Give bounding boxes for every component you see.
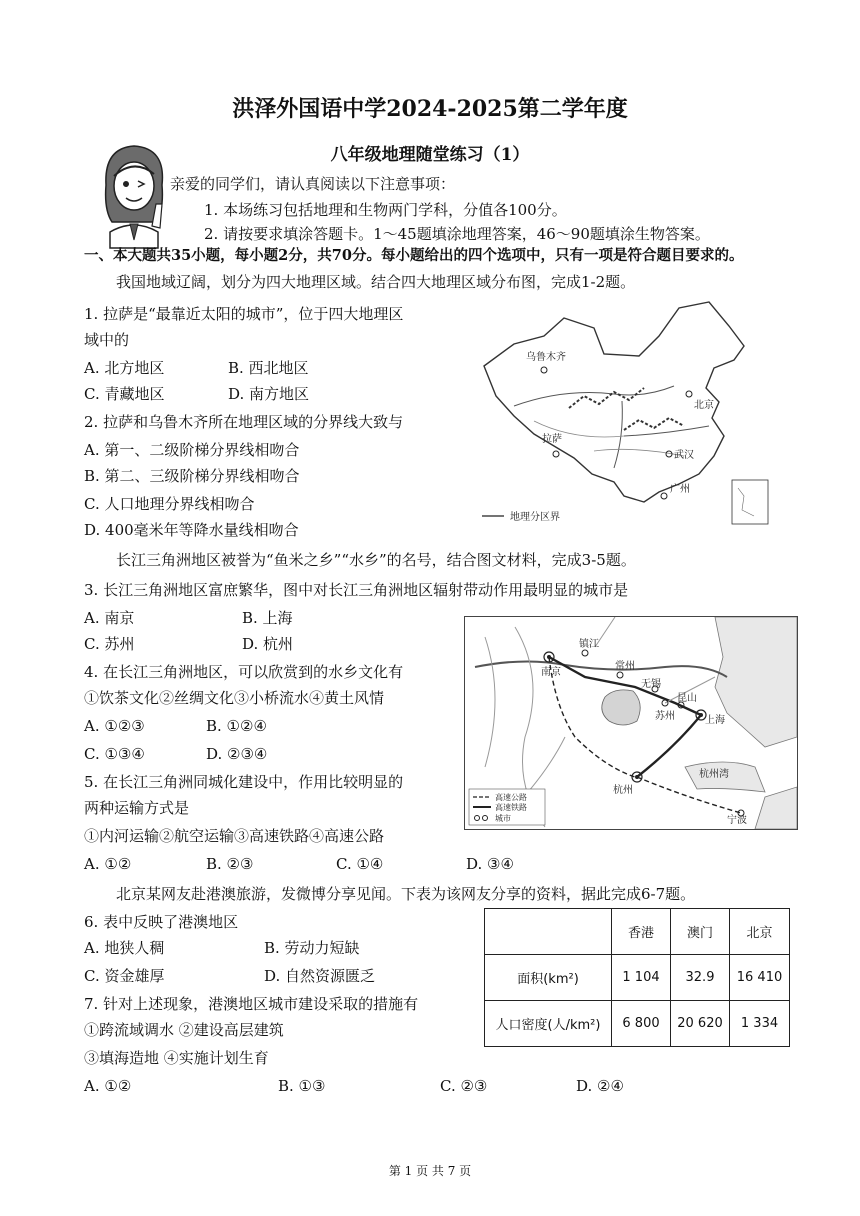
q1-stem-line1: 1. 拉萨是“最靠近太阳的城市”，位于四大地理区	[84, 305, 404, 323]
q5-items: ①内河运输②航空运输③高速铁路④高速公路	[84, 827, 385, 845]
q7-option-b: B. ①③	[278, 1077, 326, 1095]
q3-option-a: A. 南京	[84, 609, 135, 627]
map-city-urumqi: 乌鲁木齐	[526, 352, 566, 363]
delta-city-zhenjiang: 镇江	[579, 639, 599, 650]
q7-option-d: D. ②④	[576, 1077, 624, 1095]
q4-option-c: C. ①③④	[84, 745, 145, 763]
q5-option-b: B. ②③	[206, 855, 254, 873]
table-cell: 20 620	[671, 1001, 730, 1047]
q7-option-c: C. ②③	[440, 1077, 488, 1095]
delta-legend-city: 城市	[495, 814, 511, 823]
q6-option-d: D. 自然资源匮乏	[264, 967, 376, 985]
q3-option-d: D. 杭州	[242, 635, 294, 653]
q1-option-c: C. 青藏地区	[84, 385, 165, 403]
q3-option-b: B. 上海	[242, 609, 293, 627]
delta-city-shanghai: 上海	[705, 715, 725, 726]
q7-items-1: ①跨流域调水 ②建设高层建筑	[84, 1021, 284, 1039]
table-cell: 16 410	[730, 955, 790, 1001]
map-city-lhasa: 拉萨	[542, 434, 562, 445]
table-cell: 6 800	[612, 1001, 671, 1047]
notice-item-2: 2. 请按要求填涂答题卡。1～45题填涂地理答案，46～90题填涂生物答案。	[204, 225, 710, 243]
delta-bay-label: 杭州湾	[699, 769, 729, 780]
q7-stem: 7. 针对上述现象，港澳地区城市建设采取的措施有	[84, 995, 419, 1013]
map-city-guangzhou: 广州	[670, 484, 690, 495]
delta-city-kunshan: 昆山	[677, 693, 697, 704]
table-header-blank	[485, 909, 612, 955]
delta-legend-highway: 高速公路	[495, 793, 527, 802]
q6-option-a: A. 地狭人稠	[84, 939, 165, 957]
q2-option-b: B. 第二、三级阶梯分界线相吻合	[84, 467, 300, 485]
q5-option-d: D. ③④	[466, 855, 514, 873]
q2-option-c: C. 人口地理分界线相吻合	[84, 495, 255, 513]
delta-city-wuxi: 无锡	[641, 679, 661, 690]
table-cell: 1 334	[730, 1001, 790, 1047]
q4-option-d: D. ②③④	[206, 745, 268, 763]
q4-stem: 4. 在长江三角洲地区，可以欣赏到的水乡文化有	[84, 663, 404, 681]
q2-stem: 2. 拉萨和乌鲁木齐所在地理区域的分界线大致与	[84, 413, 404, 431]
q4-option-a: A. ①②③	[84, 717, 145, 735]
q5-stem-line1: 5. 在长江三角洲同城化建设中，作用比较明显的	[84, 773, 404, 791]
q1-option-b: B. 西北地区	[228, 359, 309, 377]
table-cell: 32.9	[671, 955, 730, 1001]
group2-intro: 长江三角洲地区被誉为“鱼米之乡”“水乡”的名号，结合图文材料，完成3-5题。	[116, 551, 636, 569]
q3-stem: 3. 长江三角洲地区富庶繁华，图中对长江三角洲地区辐射带动作用最明显的城市是	[84, 581, 629, 599]
table-row	[485, 1001, 790, 1047]
delta-city-hangzhou: 杭州	[613, 785, 633, 796]
q6-option-c: C. 资金雄厚	[84, 967, 165, 985]
table-row	[485, 955, 790, 1001]
q4-items: ①饮茶文化②丝绸文化③小桥流水④黄土风情	[84, 689, 385, 707]
china-regions-map	[474, 296, 774, 532]
yangtze-delta-map	[464, 616, 798, 830]
q1-option-d: D. 南方地区	[228, 385, 310, 403]
q5-stem-line2: 两种运输方式是	[84, 799, 190, 817]
q4-option-b: B. ①②④	[206, 717, 267, 735]
q3-option-c: C. 苏州	[84, 635, 135, 653]
q7-option-a: A. ①②	[84, 1077, 132, 1095]
table-row-label-density: 人口密度(人/km²)	[485, 1001, 612, 1047]
map-city-wuhan: 武汉	[674, 450, 694, 461]
table-header-hongkong: 香港	[612, 909, 671, 955]
notice-item-1: 1. 本场练习包括地理和生物两门学科，分值各100分。	[204, 201, 567, 219]
map-legend: 地理分区界	[510, 512, 560, 523]
map-city-beijing: 北京	[694, 400, 714, 411]
q2-option-d: D. 400毫米年等降水量线相吻合	[84, 521, 299, 539]
page-number: 第 1 页 共 7 页	[388, 1164, 472, 1178]
delta-city-changzhou: 常州	[615, 661, 635, 672]
section-heading: 一、本大题共35小题，每小题2分，共70分。每小题给出的四个选项中，只有一项是符合题目要求的。	[84, 247, 744, 264]
girl-student-icon	[96, 140, 172, 250]
table-header-macau: 澳门	[671, 909, 730, 955]
q6-option-b: B. 劳动力短缺	[264, 939, 360, 957]
delta-city-suzhou: 苏州	[655, 711, 675, 722]
page-subtitle: 八年级地理随堂练习（1）	[330, 145, 530, 165]
table-row-label-area: 面积(km²)	[485, 955, 612, 1001]
delta-legend-railway: 高速铁路	[495, 803, 527, 812]
group3-intro: 北京某网友赴港澳旅游，发微博分享见闻。下表为该网友分享的资料，据此完成6-7题。	[116, 885, 696, 903]
q7-items-2: ③填海造地 ④实施计划生育	[84, 1049, 269, 1067]
table-header-beijing: 北京	[730, 909, 790, 955]
delta-city-nanjing: 南京	[541, 667, 561, 678]
q1-stem-line2: 域中的	[84, 331, 130, 349]
q1-option-a: A. 北方地区	[84, 359, 165, 377]
group1-intro: 我国地域辽阔，划分为四大地理区域。结合四大地理区域分布图，完成1-2题。	[116, 273, 636, 291]
q2-option-a: A. 第一、二级阶梯分界线相吻合	[84, 441, 300, 459]
delta-city-ningbo: 宁波	[727, 815, 747, 826]
notice-greeting: 亲爱的同学们，请认真阅读以下注意事项：	[170, 175, 456, 193]
q5-option-c: C. ①④	[336, 855, 384, 873]
q5-option-a: A. ①②	[84, 855, 132, 873]
hk-macau-table	[484, 908, 790, 1047]
page-title: 洪泽外国语中学2024-2025第二学年度	[232, 96, 628, 122]
table-cell: 1 104	[612, 955, 671, 1001]
q6-stem: 6. 表中反映了港澳地区	[84, 913, 239, 931]
